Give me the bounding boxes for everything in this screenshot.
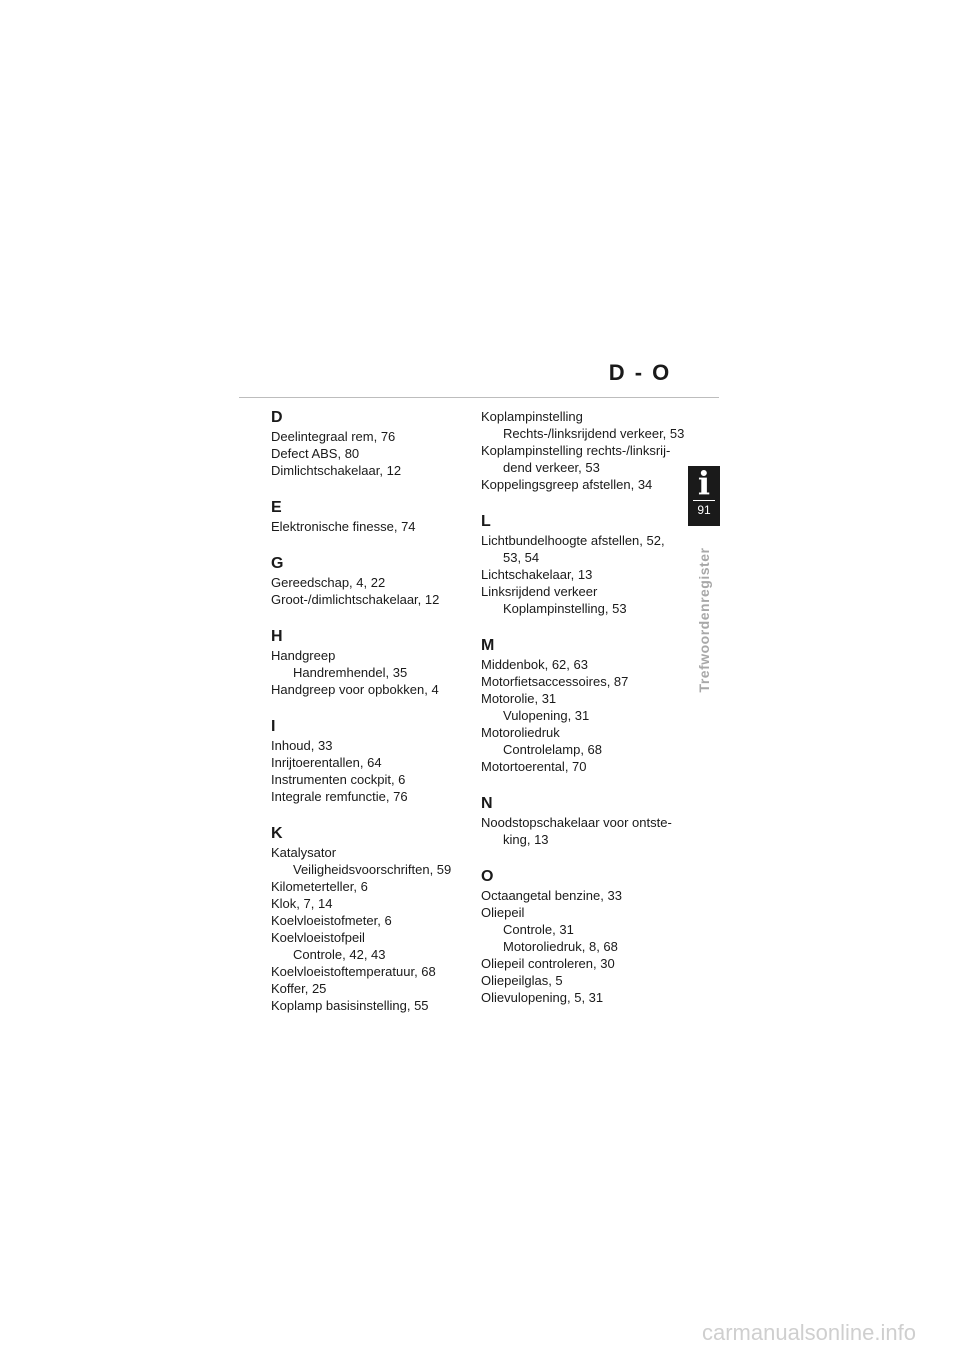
entry-text: Oliepeilglas, 5 [481, 973, 563, 988]
entry-text: Dimlichtschakelaar, 12 [271, 463, 402, 478]
index-entry [481, 690, 691, 707]
section-letter: G [271, 555, 284, 572]
entry-text: Lichtschakelaar, 13 [481, 567, 593, 582]
entry-text: Defect ABS, 80 [271, 446, 360, 461]
index-subentry [481, 741, 691, 758]
index-entry [271, 737, 481, 754]
entry-text: Koelvloeistoftemperatuur, 68 [271, 964, 436, 979]
info-icon: i [697, 464, 711, 502]
entry-text: Oliepeil controleren, 30 [481, 956, 615, 971]
entry-text: Inrijtoerentallen, 64 [271, 755, 382, 770]
index-entry [481, 566, 691, 583]
entry-continuation: dend verkeer, 53 [503, 460, 600, 475]
index-entry [271, 462, 481, 479]
index-subentry [481, 425, 691, 442]
index-entry [271, 844, 481, 861]
index-entry [481, 904, 691, 921]
entry-text: Veiligheidsvoorschriften, 59 [293, 862, 452, 877]
entry-text: Koplampinstelling rechts-/linksrij- [481, 443, 671, 458]
index-entry [271, 518, 481, 535]
index-entry [271, 980, 481, 997]
index-section [271, 717, 481, 805]
entry-text: Controle, 42, 43 [293, 947, 386, 962]
index-section [271, 408, 481, 479]
entry-text: Handremhendel, 35 [293, 665, 408, 680]
entry-text: Vulopening, 31 [503, 708, 590, 723]
entry-text: Klok, 7, 14 [271, 896, 333, 911]
section-letter: O [481, 868, 494, 885]
index-column-right [481, 408, 691, 1025]
index-entry [271, 895, 481, 912]
page-range-title: D - O [608, 360, 672, 385]
index-entry [271, 963, 481, 980]
index-column-left [271, 408, 481, 1033]
index-entry [271, 428, 481, 445]
index-entry [481, 442, 691, 476]
entry-text: Middenbok, 62, 63 [481, 657, 588, 672]
entry-text: Lichtbundelhoogte afstellen, 52, [481, 533, 665, 548]
entry-text: Linksrijdend verkeer [481, 584, 598, 599]
index-entry [271, 912, 481, 929]
entry-text: Inhoud, 33 [271, 738, 333, 753]
entry-text: Gereedschap, 4, 22 [271, 575, 386, 590]
index-section [481, 408, 691, 493]
index-entry [481, 656, 691, 673]
index-entry [271, 929, 481, 946]
entry-text: Motorfietsaccessoires, 87 [481, 674, 629, 689]
entry-text: Koplamp basisinstelling, 55 [271, 998, 429, 1013]
entry-text: Koplampinstelling [481, 409, 583, 424]
index-subentry [271, 861, 481, 878]
index-entry [481, 476, 691, 493]
index-entry [481, 955, 691, 972]
entry-text: Oliepeil [481, 905, 525, 920]
section-letter: I [271, 718, 276, 735]
index-entry [481, 532, 691, 566]
index-entry [481, 887, 691, 904]
index-entry [481, 814, 691, 848]
entry-text: Groot-/dimlichtschakelaar, 12 [271, 592, 440, 607]
index-entry [271, 878, 481, 895]
entry-text: Katalysator [271, 845, 337, 860]
index-section [271, 824, 481, 1014]
index-entry [481, 673, 691, 690]
entry-text: Koelvloeistofmeter, 6 [271, 913, 392, 928]
entry-text: Koelvloeistofpeil [271, 930, 365, 945]
entry-continuation: 53, 54 [503, 550, 540, 565]
section-letter: D [271, 409, 283, 426]
entry-text: Handgreep voor opbokken, 4 [271, 682, 439, 697]
index-section [481, 636, 691, 775]
entry-text: Motortoerental, 70 [481, 759, 587, 774]
index-section [271, 554, 481, 608]
index-entry [271, 754, 481, 771]
index-section [271, 627, 481, 698]
section-side-label: Trefwoordenregister [696, 547, 712, 693]
entry-text: Instrumenten cockpit, 6 [271, 772, 406, 787]
index-entry [271, 997, 481, 1014]
entry-text: Noodstopschakelaar voor ontste- [481, 815, 672, 830]
entry-text: Rechts-/linksrijdend verkeer, 53 [503, 426, 685, 441]
header-divider [239, 397, 719, 398]
index-entry [271, 445, 481, 462]
entry-text: Integrale remfunctie, 76 [271, 789, 408, 804]
section-tab [688, 466, 720, 526]
entry-text: Koppelingsgreep afstellen, 34 [481, 477, 653, 492]
index-subentry [481, 921, 691, 938]
index-section [271, 498, 481, 535]
entry-text: Koplampinstelling, 53 [503, 601, 627, 616]
section-letter: E [271, 499, 282, 516]
index-section [481, 794, 691, 848]
index-subentry [481, 600, 691, 617]
index-entry [271, 591, 481, 608]
entry-text: Motoroliedruk [481, 725, 560, 740]
section-letter: L [481, 513, 491, 530]
index-subentry [271, 664, 481, 681]
index-subentry [271, 946, 481, 963]
section-letter: K [271, 825, 283, 842]
entry-text: Elektronische finesse, 74 [271, 519, 416, 534]
index-entry [271, 681, 481, 698]
entry-text: Koffer, 25 [271, 981, 327, 996]
watermark: carmanualsonline.info [701, 1320, 916, 1345]
index-entry [481, 724, 691, 741]
entry-text: Kilometerteller, 6 [271, 879, 368, 894]
index-subentry [481, 938, 691, 955]
index-entry [481, 758, 691, 775]
index-subentry [481, 707, 691, 724]
entry-text: Controle, 31 [503, 922, 574, 937]
index-entry [271, 647, 481, 664]
index-entry [481, 989, 691, 1006]
entry-text: Motorolie, 31 [481, 691, 557, 706]
index-section [481, 867, 691, 1006]
entry-continuation: king, 13 [503, 832, 549, 847]
index-entry [271, 771, 481, 788]
index-entry [481, 972, 691, 989]
section-letter: N [481, 795, 493, 812]
index-entry [481, 408, 691, 425]
entry-text: Octaangetal benzine, 33 [481, 888, 622, 903]
index-entry [271, 574, 481, 591]
section-letter: H [271, 628, 283, 645]
entry-text: Handgreep [271, 648, 336, 663]
entry-text: Controlelamp, 68 [503, 742, 602, 757]
entry-text: Motoroliedruk, 8, 68 [503, 939, 618, 954]
entry-text: Olievulopening, 5, 31 [481, 990, 604, 1005]
index-entry [481, 583, 691, 600]
page-number: 91 [697, 503, 711, 517]
index-section [481, 512, 691, 617]
entry-text: Deelintegraal rem, 76 [271, 429, 396, 444]
index-entry [271, 788, 481, 805]
section-letter: M [481, 637, 495, 654]
